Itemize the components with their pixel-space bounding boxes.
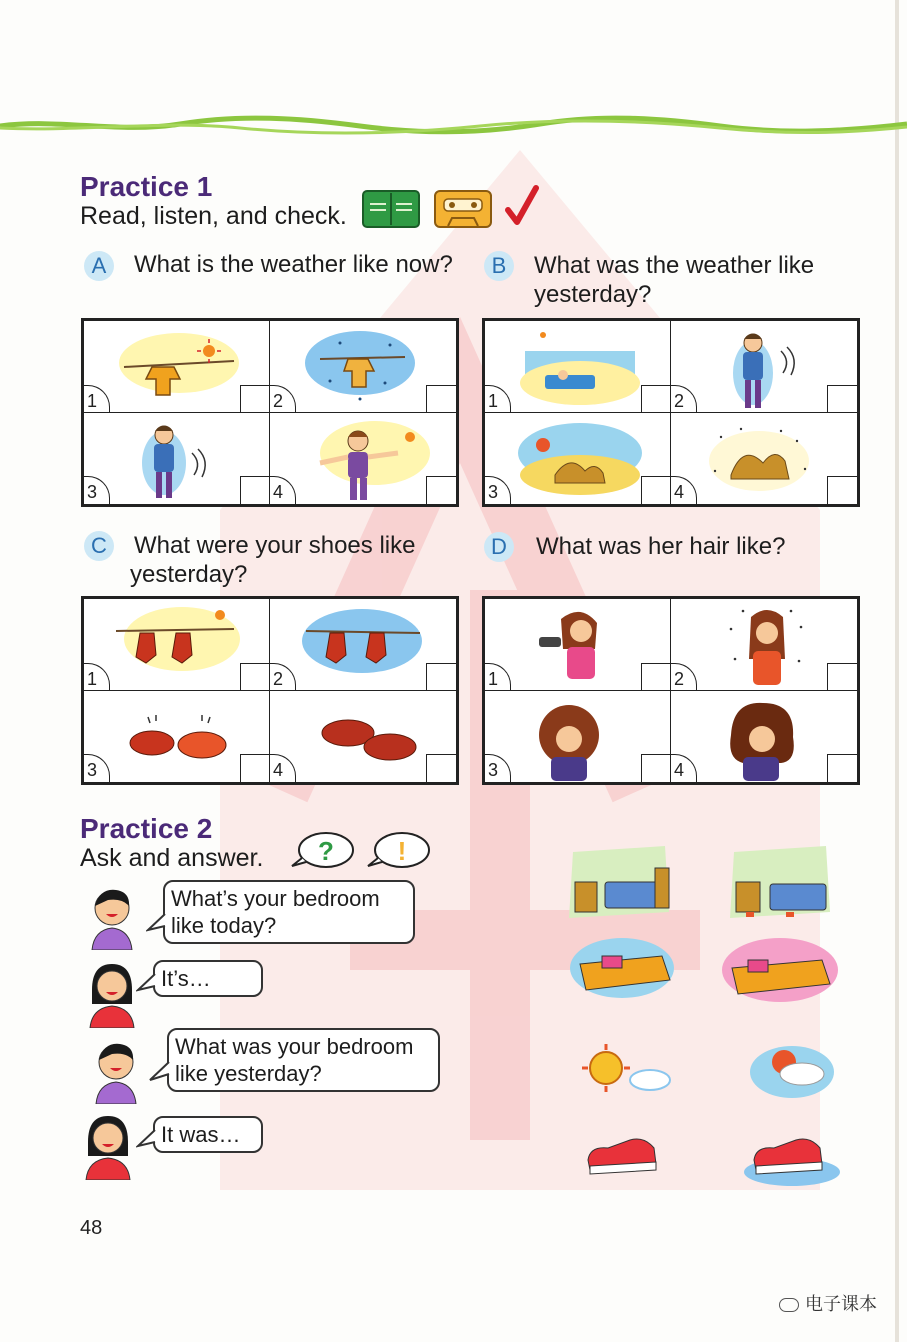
grid-c (81, 596, 459, 785)
checkmark-icon (505, 184, 539, 228)
cell-number: 2 (674, 391, 685, 411)
question-b-line1: What was the weather like (534, 252, 815, 279)
question-a-text: What is the weather like now? (134, 251, 453, 278)
vine-border (0, 112, 907, 140)
cell-number: 4 (674, 482, 685, 502)
question-d-badge: D (484, 532, 514, 562)
messy-desk-illustration (718, 934, 844, 1010)
answer-checkbox[interactable] (827, 663, 858, 692)
question-b-text (534, 251, 814, 309)
answer-checkbox[interactable] (641, 663, 672, 692)
grid-c-cell-4 (269, 690, 457, 783)
grid-a-cell-4 (269, 412, 457, 505)
question-c-line1: What were your shoes like (134, 532, 416, 559)
question-bubble-icon (290, 830, 356, 870)
answer-checkbox[interactable] (426, 663, 457, 692)
bubble-1-line1: What’s your bedroom (171, 886, 380, 911)
grid-d-cell-4 (670, 690, 858, 783)
question-a-badge: A (84, 251, 114, 281)
grid-d (482, 596, 860, 785)
sunny-weather-icon (576, 1040, 676, 1104)
grid-c-cell-3 (83, 690, 271, 783)
question-b-line2: yesterday? (534, 281, 652, 308)
answer-checkbox[interactable] (641, 476, 672, 505)
answer-checkbox[interactable] (641, 385, 672, 414)
cloudy-weather-icon (746, 1038, 842, 1106)
cell-number: 4 (674, 760, 685, 780)
girl-avatar (86, 960, 138, 1028)
cell-number: 3 (87, 760, 98, 780)
grid-d-cell-2 (670, 598, 858, 692)
dry-sneaker-illustration (584, 1130, 660, 1178)
question-c-line2: yesterday? (130, 561, 248, 588)
cell-number: 4 (273, 482, 284, 502)
cell-number: 1 (488, 669, 499, 689)
grid-a-cell-1 (83, 320, 271, 414)
grid-d-cell-3 (484, 690, 672, 783)
tidy-desk-illustration (566, 934, 678, 1004)
answer-checkbox[interactable] (240, 476, 271, 505)
question-d-text: What was her hair like? (536, 533, 786, 560)
grid-b (482, 318, 860, 507)
speech-bubble-3 (167, 1028, 440, 1092)
answer-checkbox[interactable] (240, 663, 271, 692)
grid-a-cell-3 (83, 412, 271, 505)
page-edge (895, 0, 899, 1342)
grid-b-cell-2 (670, 320, 858, 414)
answer-checkbox[interactable] (426, 385, 457, 414)
bubble-tail (136, 1128, 156, 1150)
cell-number: 1 (87, 669, 98, 689)
answer-checkbox[interactable] (240, 754, 271, 783)
answer-checkbox[interactable] (426, 754, 457, 783)
bubble-tail (146, 912, 166, 934)
grid-c-cell-2 (269, 598, 457, 692)
grid-b-cell-3 (484, 412, 672, 505)
answer-checkbox[interactable] (240, 385, 271, 414)
exclamation-bubble-icon (366, 830, 432, 870)
practice2-instruction: Ask and answer. (80, 844, 264, 872)
answer-checkbox[interactable] (827, 754, 858, 783)
bubble-3-line2: like yesterday? (175, 1061, 322, 1086)
grid-b-cell-1 (484, 320, 672, 414)
cell-number: 1 (488, 391, 499, 411)
speech-bubble-4 (153, 1116, 263, 1153)
grid-a-cell-2 (269, 320, 457, 414)
footer-watermark (779, 1290, 877, 1316)
bubble-4-line1: It was… (161, 1122, 241, 1147)
bubble-tail (148, 1060, 170, 1084)
svg-text:!: ! (397, 836, 407, 866)
grid-c-cell-1 (83, 598, 271, 692)
question-b-badge: B (484, 251, 514, 281)
cell-number: 4 (273, 760, 284, 780)
messy-bedroom-illustration (726, 842, 836, 924)
cell-number: 3 (87, 482, 98, 502)
bubble-2-line1: It’s… (161, 966, 211, 991)
question-c-badge: C (84, 531, 114, 561)
cell-number: 3 (488, 760, 499, 780)
footer-watermark-text: 电子课本 (805, 1294, 877, 1314)
answer-checkbox[interactable] (641, 754, 672, 783)
book-icon (362, 190, 420, 228)
page-number: 48 (80, 1217, 103, 1239)
answer-checkbox[interactable] (827, 476, 858, 505)
speech-bubble-1 (163, 880, 415, 944)
cell-number: 2 (273, 669, 284, 689)
boy-avatar (90, 1038, 142, 1104)
practice1-instruction: Read, listen, and check. (80, 202, 347, 230)
answer-checkbox[interactable] (827, 385, 858, 414)
cell-number: 2 (674, 669, 685, 689)
girl-avatar (82, 1112, 134, 1180)
grid-a (81, 318, 459, 507)
svg-text:?: ? (318, 836, 334, 866)
bubble-1-line2: like today? (171, 913, 277, 938)
cassette-icon (434, 190, 492, 228)
chat-icon (779, 1298, 799, 1312)
bubble-3-line1: What was your bedroom (175, 1034, 414, 1059)
boy-avatar (86, 884, 138, 950)
speech-bubble-2 (153, 960, 263, 997)
answer-checkbox[interactable] (426, 476, 457, 505)
bubble-tail (136, 972, 156, 994)
question-c-text (130, 531, 415, 589)
cell-number: 3 (488, 482, 499, 502)
tidy-bedroom-illustration (565, 842, 675, 924)
practice1-title: Practice 1 (80, 171, 213, 202)
wet-sneaker-illustration (740, 1126, 844, 1192)
grid-d-cell-1 (484, 598, 672, 692)
practice2-title: Practice 2 (80, 813, 213, 844)
cell-number: 2 (273, 391, 284, 411)
grid-b-cell-4 (670, 412, 858, 505)
cell-number: 1 (87, 391, 98, 411)
